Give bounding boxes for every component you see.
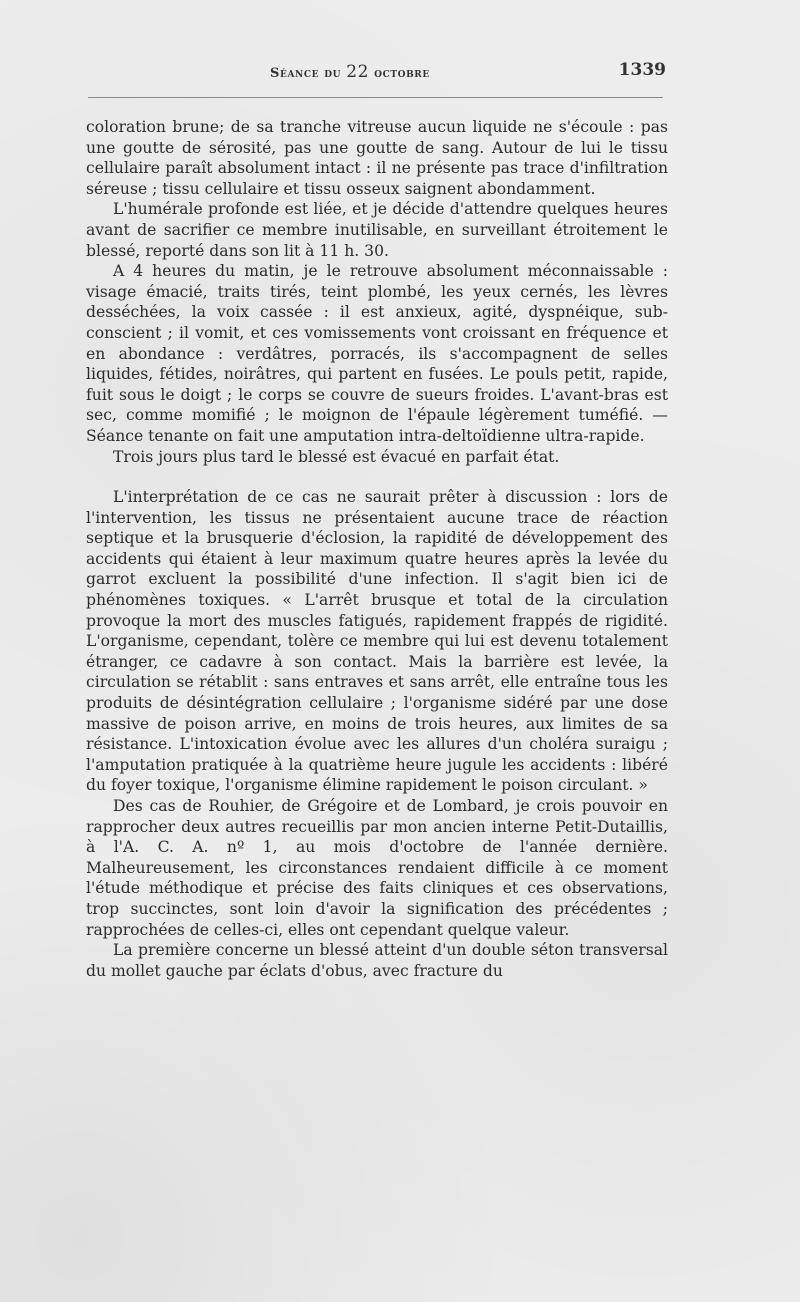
running-title — [270, 62, 430, 82]
body-text — [86, 117, 668, 981]
header-rule — [88, 97, 663, 98]
paragraph: L'humérale profonde est liée, et je décide d'attendre quelques heures avant de sacrifier ce membre inutilisable, en surveillant étroitement le blessé, reporté dans son lit à 11 h. 30. — [86, 200, 668, 260]
page-header — [88, 58, 670, 88]
paragraph: L'interprétation de ce cas ne saurait prêter à discussion : lors de l'intervention, les tissus ne présentaient aucune trace de réaction septique et la brusquerie d'éclosion, la rapidité de développement des accidents qui étaient à leur maximum quatre heures après la levée du garrot excluent la possibilité d'une infection. Il s'agit bien ici de phénomènes toxiques. « L'arrêt brusque et total de la circulation provoque la mort des muscles fatigués, rapidement frappés de rigidité. L'organisme, cependant, tolère ce membre qui lui est devenu totalement étranger, ce cadavre à son contact. Mais la barrière est levée, la circulation se rétablit : sans entraves et sans arrêt, elle entraîne tous les produits de désintégration cellulaire ; l'organisme sidéré par une dose massive de poison arrive, en moins de trois heures, aux limites de sa résistance. L'intoxication évolue avec les allures d'un choléra suraigu ; l'amputation pratiquée à la quatrième heure jugule les accidents : libéré du foyer toxique, l'organisme élimine rapidement le poison circulant. » — [86, 488, 668, 795]
paragraph: A 4 heures du matin, je le retrouve absolument méconnaissable : visage émacié, traits tirés, teint plombé, les yeux cernés, les lèvres desséchées, la voix cassée : il est anxieux, agité, dyspnéique, sub-conscient ; il vomit, et ces vomissements vont croissant en fréquence et en abondance : verdâtres, porracés, ils s'accompagnent de selles liquides, fétides, noirâtres, qui partent en fusées. Le pouls petit, rapide, fuit sous le doigt ; le corps se couvre de sueurs froides. L'avant-bras est sec, comme momifié ; le moignon de l'épaule légèrement tuméfié. — Séance tenante on fait une amputation intra-deltoïdienne ultra-rapide. — [86, 262, 668, 445]
paragraph: Trois jours plus tard le blessé est évacué en parfait état. — [113, 447, 560, 466]
running-title-pre: Séance du — [270, 66, 347, 81]
running-title-date: 22 — [346, 62, 370, 82]
page-number: 1339 — [618, 60, 666, 80]
running-title-month: octobre — [369, 66, 430, 81]
paragraph: Des cas de Rouhier, de Grégoire et de Lombard, je crois pouvoir en rapprocher deux autres recueillis par mon ancien interne Petit-Dutaillis, à l'A. C. A. nº 1, au mois d'octobre de l'année dernière. Malheureusement, les circonstances rendaient difficile à ce moment l'étude méthodique et précise des faits cliniques et ces observations, trop succinctes, sont loin d'avoir la signification des précédentes ; rapprochées de celles-ci, elles ont cependant quelque valeur. — [86, 797, 668, 939]
paragraph: La première concerne un blessé atteint d'un double séton transversal du mollet gauche par éclats d'obus, avec fracture du — [86, 941, 668, 980]
paragraph-continuation: coloration brune; de sa tranche vitreuse aucun liquide ne s'écoule : pas une goutte de sérosité, pas une goutte de sang. Autour de lui le tissu cellulaire paraît absolument intact : il ne présente pas trace d'infiltration séreuse ; tissu cellulaire et tissu osseux saignent abondamment. — [86, 118, 668, 198]
